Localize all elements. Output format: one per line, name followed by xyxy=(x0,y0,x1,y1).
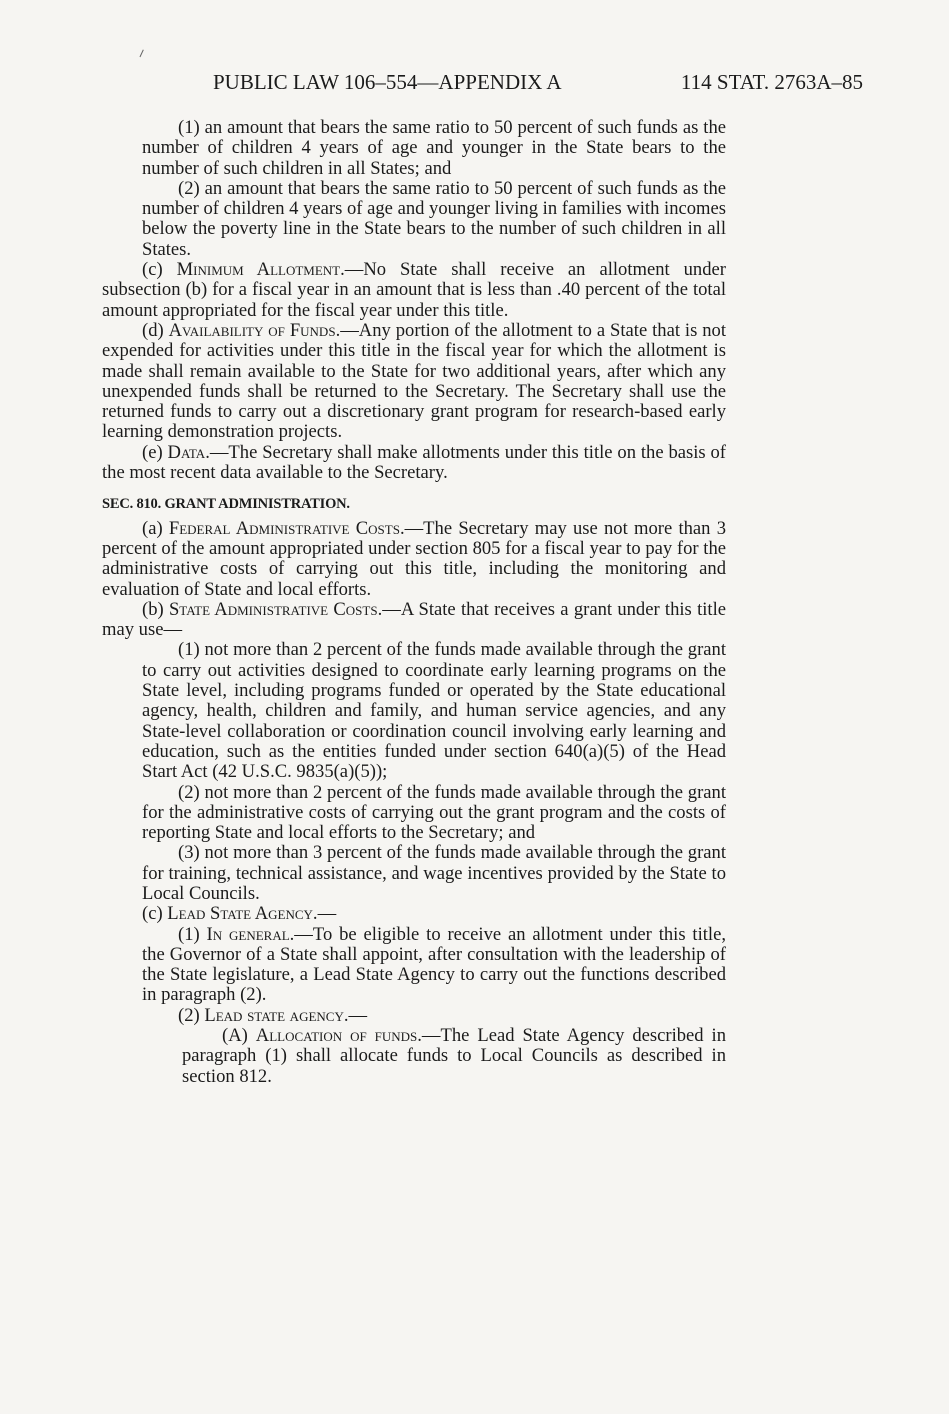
running-header xyxy=(213,66,863,98)
subsection-heading: Availability of Funds xyxy=(168,319,336,341)
subsection-a-federal-costs: (a) Federal Administrative Costs.—The Secretary may use not more than 3 percent of the amount appropriated under section 805 for a fiscal year to pay for the administrative costs of carrying out this title, including the monitoring and evaluation of State and local efforts. xyxy=(102,517,726,600)
subsection-c-minimum-allotment: (c) Minimum Allotment.—No State shall receive an allotment under subsection (b) for a fiscal year in an amount that is less than .40 percent of the total amount appropriated for the fiscal year under this title. xyxy=(102,259,726,321)
subparagraph-A-allocation: (A) Allocation of funds.—The Lead State Agency described in paragraph (1) shall allocate funds to Local Councils as described in section 812. xyxy=(182,1025,726,1087)
subsection-b-state-costs: (b) State Administrative Costs.—A State that receives a grant under this title may use— xyxy=(102,598,726,641)
subsection-e-data: (e) Data.—The Secretary shall make allotments under this title on the basis of the most recent data available to the Secretary. xyxy=(102,441,726,484)
paragraph-heading: Lead state agency xyxy=(204,1004,344,1026)
paragraph-b1-50pct-children: (1) an amount that bears the same ratio to 50 percent of such funds as the number of children 4 years of age and younger in the State bears to the number of such children in all States; and xyxy=(142,117,726,179)
subsection-c-lead-state-agency: (c) Lead State Agency.— xyxy=(142,903,337,925)
subsection-heading: Data xyxy=(167,441,206,463)
subparagraph-heading: Allocation of funds xyxy=(255,1025,418,1047)
scan-mark xyxy=(139,50,146,59)
paragraph-b-1: (1) not more than 2 percent of the funds made available through the grant to carry out activities designed to coordinate early learning programs on the State level, including programs funded or operated by the State educational agency, health, children and family, and human service agencies, and any State-level collaboration or coordination council involving early learning and education, such as the entities funded under section 640(a)(5) of the Head Start Act (42 U.S.C. 9835(a)(5)); xyxy=(142,639,726,783)
paragraph-c-1-in-general: (1) In general.—To be eligible to receive an allotment under this title, the Governor of a State shall appoint, after consultation with the leadership of the State legislature, a Lead State Agency to carry out the functions described in paragraph (2). xyxy=(142,923,726,1006)
header-law-title: PUBLIC LAW 106–554—APPENDIX A xyxy=(213,70,562,94)
header-stat-citation: 114 STAT. 2763A–85 xyxy=(680,70,863,94)
paragraph-b2-50pct-poverty: (2) an amount that bears the same ratio to 50 percent of such funds as the number of children 4 years of age and younger living in families with incomes below the poverty line in the State bears to the number of such children in all States. xyxy=(142,177,726,260)
subsection-heading: Lead State Agency xyxy=(167,903,313,925)
document-body xyxy=(102,118,726,1087)
subsection-heading: Minimum Allotment xyxy=(176,259,341,281)
section-810-heading: SEC. 810. GRANT ADMINISTRATION. xyxy=(102,496,350,513)
subsection-heading: State Administrative Costs xyxy=(168,598,378,620)
paragraph-heading: In general xyxy=(206,923,290,945)
subsection-d-availability: (d) Availability of Funds.—Any portion of the allotment to a State that is not expended for activities under this title in the fiscal year for which the allotment is made shall remain available to the State for two additional years, after which any unexpended funds shall be returned to the Secretary. The Secretary shall use the returned funds to carry out a discretionary grant program for research-based early learning demonstration projects. xyxy=(102,319,726,443)
paragraph-c-2-lead-state-agency: (2) Lead state agency.— xyxy=(178,1004,368,1026)
paragraph-b-2: (2) not more than 2 percent of the funds made available through the grant for the administrative costs of carrying out the grant program and the costs of reporting State and local efforts to the Secretary; and xyxy=(142,781,726,844)
subsection-heading: Federal Administrative Costs xyxy=(168,517,400,539)
paragraph-b-3: (3) not more than 3 percent of the funds made available through the grant for training, technical assistance, and wage incentives provided by the State to Local Councils. xyxy=(142,842,726,904)
